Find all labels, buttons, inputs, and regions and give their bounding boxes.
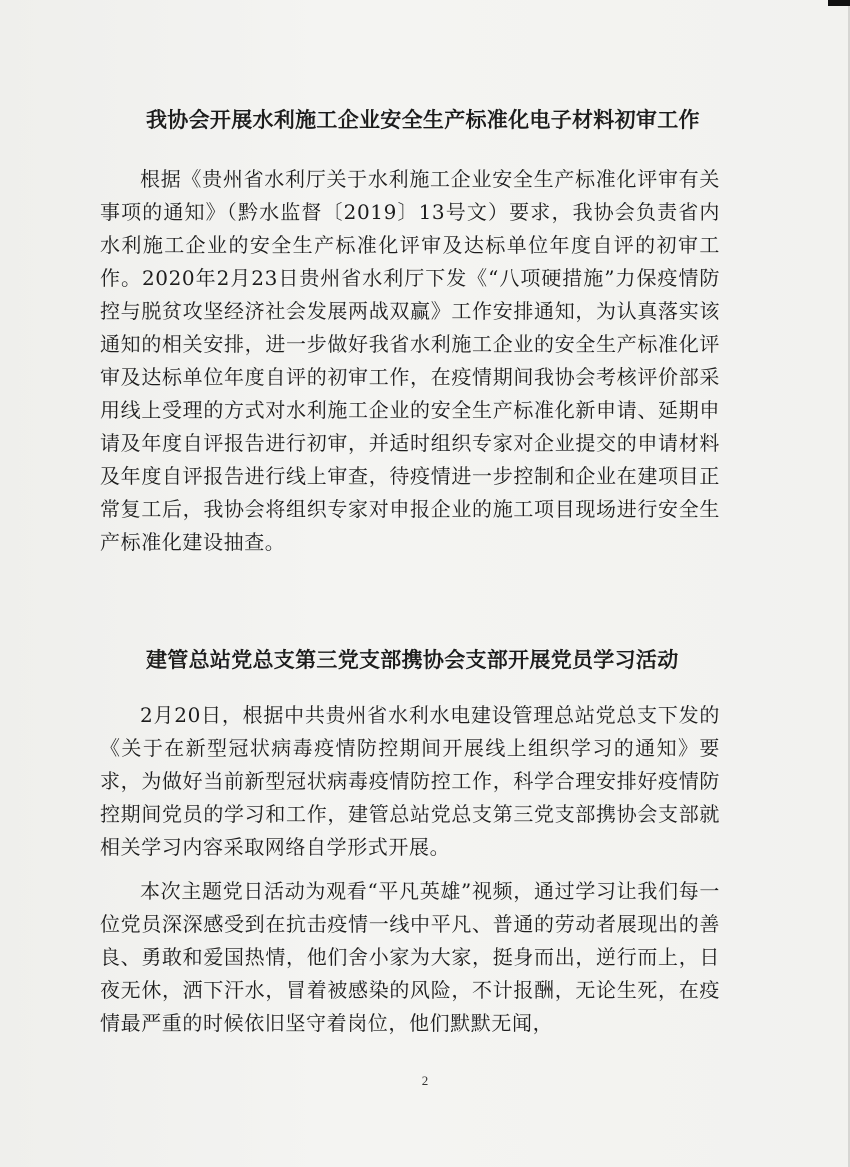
section-1-paragraph-1: 根据《贵州省水利厅关于水利施工企业安全生产标准化评审有关事项的通知》（黔水监督〔2019〕13号文）要求，我协会负责省内水利施工企业的安全生产标准化评审及达标单位年度自评的初审工作。2020年2月23日贵州省水利厅下发《“八项硬措施”力保疫情防控与脱贫攻坚经济社会发展两战双赢》工作安排通知，为认真落实该通知的相关安排，进一步做好我省水利施工企业的安全生产标准化评审及达标单位年度自评的初审工作，在疫情期间我协会考核评价部采用线上受理的方式对水利施工企业的安全生产标准化新申请、延期申请及年度自评报告进行初审，并适时组织专家对企业提交的申请材料及年度自评报告进行线上审查，待疫情进一步控制和企业在建项目正常复工后，我协会将组织专家对申报企业的施工项目现场进行安全生产标准化建设抽查。	[100, 167, 720, 554]
section-heading-1: 我协会开展水利施工企业安全生产标准化电子材料初审工作	[146, 108, 700, 132]
scan-corner-mark	[828, 0, 850, 6]
page-number: 2	[421, 1073, 429, 1088]
section-heading-2: 建管总站党总支第三党支部携协会支部开展党员学习活动	[146, 648, 679, 672]
section-2-paragraph-2: 本次主题党日活动为观看“平凡英雄”视频，通过学习让我们每一位党员深深感受到在抗击疫情一线中平凡、普通的劳动者展现出的善良、勇敢和爱国热情，他们舍小家为大家，挺身而出，逆行而上，日夜无休，洒下汗水，冒着被感染的风险，不计报酬，无论生死，在疫情最严重的时候依旧坚守着岗位，他们默默无闻，	[100, 879, 720, 1035]
section-2-paragraph-1: 2月20日，根据中共贵州省水利水电建设管理总站党总支下发的《关于在新型冠状病毒疫情防控期间开展线上组织学习的通知》要求，为做好当前新型冠状病毒疫情防控工作，科学合理安排好疫情防控期间党员的学习和工作，建管总站党总支第三党支部携协会支部就相关学习内容采取网络自学形式开展。	[100, 703, 720, 859]
